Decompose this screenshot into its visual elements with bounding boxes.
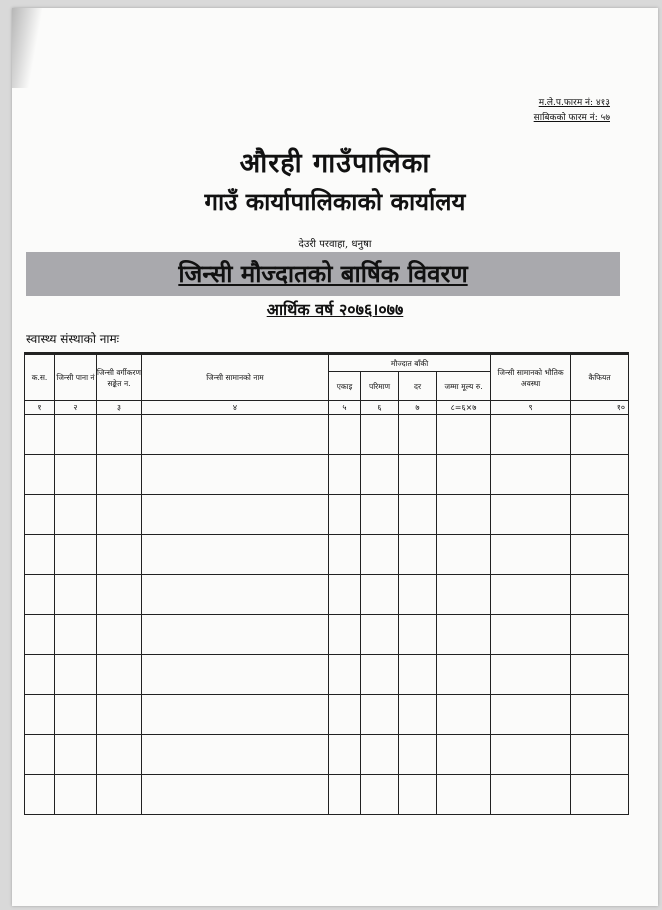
table-cell: [55, 535, 97, 575]
table-cell: [97, 575, 142, 615]
column-number: ६: [361, 401, 399, 415]
column-number: ९: [491, 401, 571, 415]
table-cell: [571, 495, 629, 535]
table-cell: [25, 775, 55, 815]
table-cell: [491, 535, 571, 575]
table-cell: [97, 615, 142, 655]
table-row: [25, 535, 629, 575]
table-cell: [437, 495, 491, 535]
table-cell: [491, 415, 571, 455]
table-cell: [25, 575, 55, 615]
table-cell: [55, 495, 97, 535]
table-cell: [97, 495, 142, 535]
table-cell: [399, 615, 437, 655]
table-cell: [142, 455, 329, 495]
table-cell: [142, 735, 329, 775]
municipality-name: औरही गाउँपालिका: [239, 148, 431, 179]
inventory-table: [24, 352, 629, 815]
table-cell: [399, 695, 437, 735]
table-cell: [571, 535, 629, 575]
table-cell: [25, 735, 55, 775]
table-cell: [361, 535, 399, 575]
table-cell: [399, 455, 437, 495]
table-cell: [55, 695, 97, 735]
table-cell: [361, 695, 399, 735]
document-page: [12, 8, 658, 906]
table-cell: [437, 695, 491, 735]
table-cell: [55, 575, 97, 615]
table-body: [25, 415, 629, 815]
table-cell: [329, 615, 361, 655]
table-cell: [97, 775, 142, 815]
table-cell: [571, 575, 629, 615]
table-cell: [437, 655, 491, 695]
table-cell: [437, 775, 491, 815]
table-cell: [25, 695, 55, 735]
table-cell: [25, 655, 55, 695]
table-cell: [437, 535, 491, 575]
table-cell: [55, 775, 97, 815]
table-cell: [142, 415, 329, 455]
table-cell: [97, 415, 142, 455]
table-row: [25, 455, 629, 495]
table-cell: [491, 735, 571, 775]
table-cell: [571, 655, 629, 695]
table-cell: [361, 415, 399, 455]
header-remarks: कैफियत: [571, 354, 629, 401]
header-classification: जिन्सी वर्गीकरण सङ्केत न.: [97, 354, 142, 401]
table-cell: [361, 495, 399, 535]
table-cell: [329, 575, 361, 615]
table-row: [25, 615, 629, 655]
table-row: [25, 575, 629, 615]
table-cell: [329, 775, 361, 815]
institution-name-label: स्वास्थ्य संस्थाको नामः: [26, 332, 120, 346]
old-form-number: साबिकको फारम नं: ५७: [533, 113, 610, 123]
table-cell: [437, 455, 491, 495]
table-cell: [329, 415, 361, 455]
column-number: ३: [97, 401, 142, 415]
table-cell: [25, 455, 55, 495]
table-cell: [142, 615, 329, 655]
header-ledger-page: जिन्सी पाना नं: [55, 354, 97, 401]
table-cell: [97, 655, 142, 695]
form-reference: [534, 96, 610, 126]
table-cell: [329, 695, 361, 735]
table-cell: [399, 775, 437, 815]
table-cell: [361, 575, 399, 615]
header-sn: क.स.: [25, 354, 55, 401]
column-number: ८=६×७: [437, 401, 491, 415]
column-number: २: [55, 401, 97, 415]
report-title: जिन्सी मौज्दातको बार्षिक विवरण: [178, 259, 468, 288]
table-cell: [142, 695, 329, 735]
office-address: देउरी परवाहा, धनुषा: [298, 239, 372, 250]
table-cell: [361, 615, 399, 655]
table-cell: [399, 735, 437, 775]
office-name: गाउँ कार्यापालिकाको कार्यालय: [204, 187, 466, 216]
table-row: [25, 695, 629, 735]
table-cell: [491, 695, 571, 735]
table-cell: [25, 535, 55, 575]
column-number: १: [25, 401, 55, 415]
table-cell: [329, 455, 361, 495]
header-item-name: जिन्सी सामानको नाम: [142, 354, 329, 401]
table-cell: [437, 575, 491, 615]
table-cell: [329, 735, 361, 775]
table-cell: [142, 655, 329, 695]
table-cell: [55, 415, 97, 455]
table-cell: [25, 415, 55, 455]
table-cell: [437, 615, 491, 655]
table-cell: [437, 735, 491, 775]
column-number: १०: [571, 401, 629, 415]
table-row: [25, 775, 629, 815]
table-cell: [571, 735, 629, 775]
table-cell: [142, 775, 329, 815]
header-condition: जिन्सी सामानको भौतिक अवस्था: [491, 354, 571, 401]
table-cell: [491, 575, 571, 615]
table-cell: [97, 455, 142, 495]
table-cell: [399, 575, 437, 615]
column-number: ५: [329, 401, 361, 415]
table-cell: [399, 655, 437, 695]
table-cell: [571, 695, 629, 735]
report-title-banner: [26, 252, 620, 296]
column-number: ४: [142, 401, 329, 415]
table-cell: [55, 735, 97, 775]
table-cell: [361, 735, 399, 775]
table-row: [25, 495, 629, 535]
table-cell: [491, 615, 571, 655]
header-unit: एकाइ: [329, 372, 361, 401]
table-cell: [437, 415, 491, 455]
table-cell: [361, 455, 399, 495]
table-cell: [55, 455, 97, 495]
table-cell: [491, 495, 571, 535]
table-cell: [361, 655, 399, 695]
table-row: [25, 415, 629, 455]
column-number: ७: [399, 401, 437, 415]
table-cell: [571, 415, 629, 455]
table-cell: [571, 455, 629, 495]
table-cell: [571, 615, 629, 655]
table-cell: [97, 695, 142, 735]
header-stock-balance: मौज्दात बाँकी: [329, 354, 491, 372]
table-cell: [399, 535, 437, 575]
table-cell: [491, 455, 571, 495]
table-row: [25, 655, 629, 695]
table-cell: [142, 535, 329, 575]
table-cell: [491, 655, 571, 695]
table-cell: [491, 775, 571, 815]
table-cell: [97, 735, 142, 775]
table-cell: [399, 495, 437, 535]
form-number: म.ले.प.फारम नं: ४१३: [538, 98, 610, 108]
page-fold-shadow: [12, 8, 42, 88]
table-cell: [55, 655, 97, 695]
header-rate: दर: [399, 372, 437, 401]
header-quantity: परिमाण: [361, 372, 399, 401]
table-cell: [329, 535, 361, 575]
table-cell: [399, 415, 437, 455]
table-cell: [142, 575, 329, 615]
table-cell: [361, 775, 399, 815]
table-cell: [25, 615, 55, 655]
table-cell: [142, 495, 329, 535]
table-cell: [329, 655, 361, 695]
fiscal-year: आर्थिक वर्ष २०७६।०७७: [266, 300, 404, 319]
table-cell: [25, 495, 55, 535]
table-cell: [571, 775, 629, 815]
table-cell: [329, 495, 361, 535]
table-cell: [55, 615, 97, 655]
table-cell: [97, 535, 142, 575]
header-total-value: जम्मा मूल्य रु.: [437, 372, 491, 401]
table-row: [25, 735, 629, 775]
